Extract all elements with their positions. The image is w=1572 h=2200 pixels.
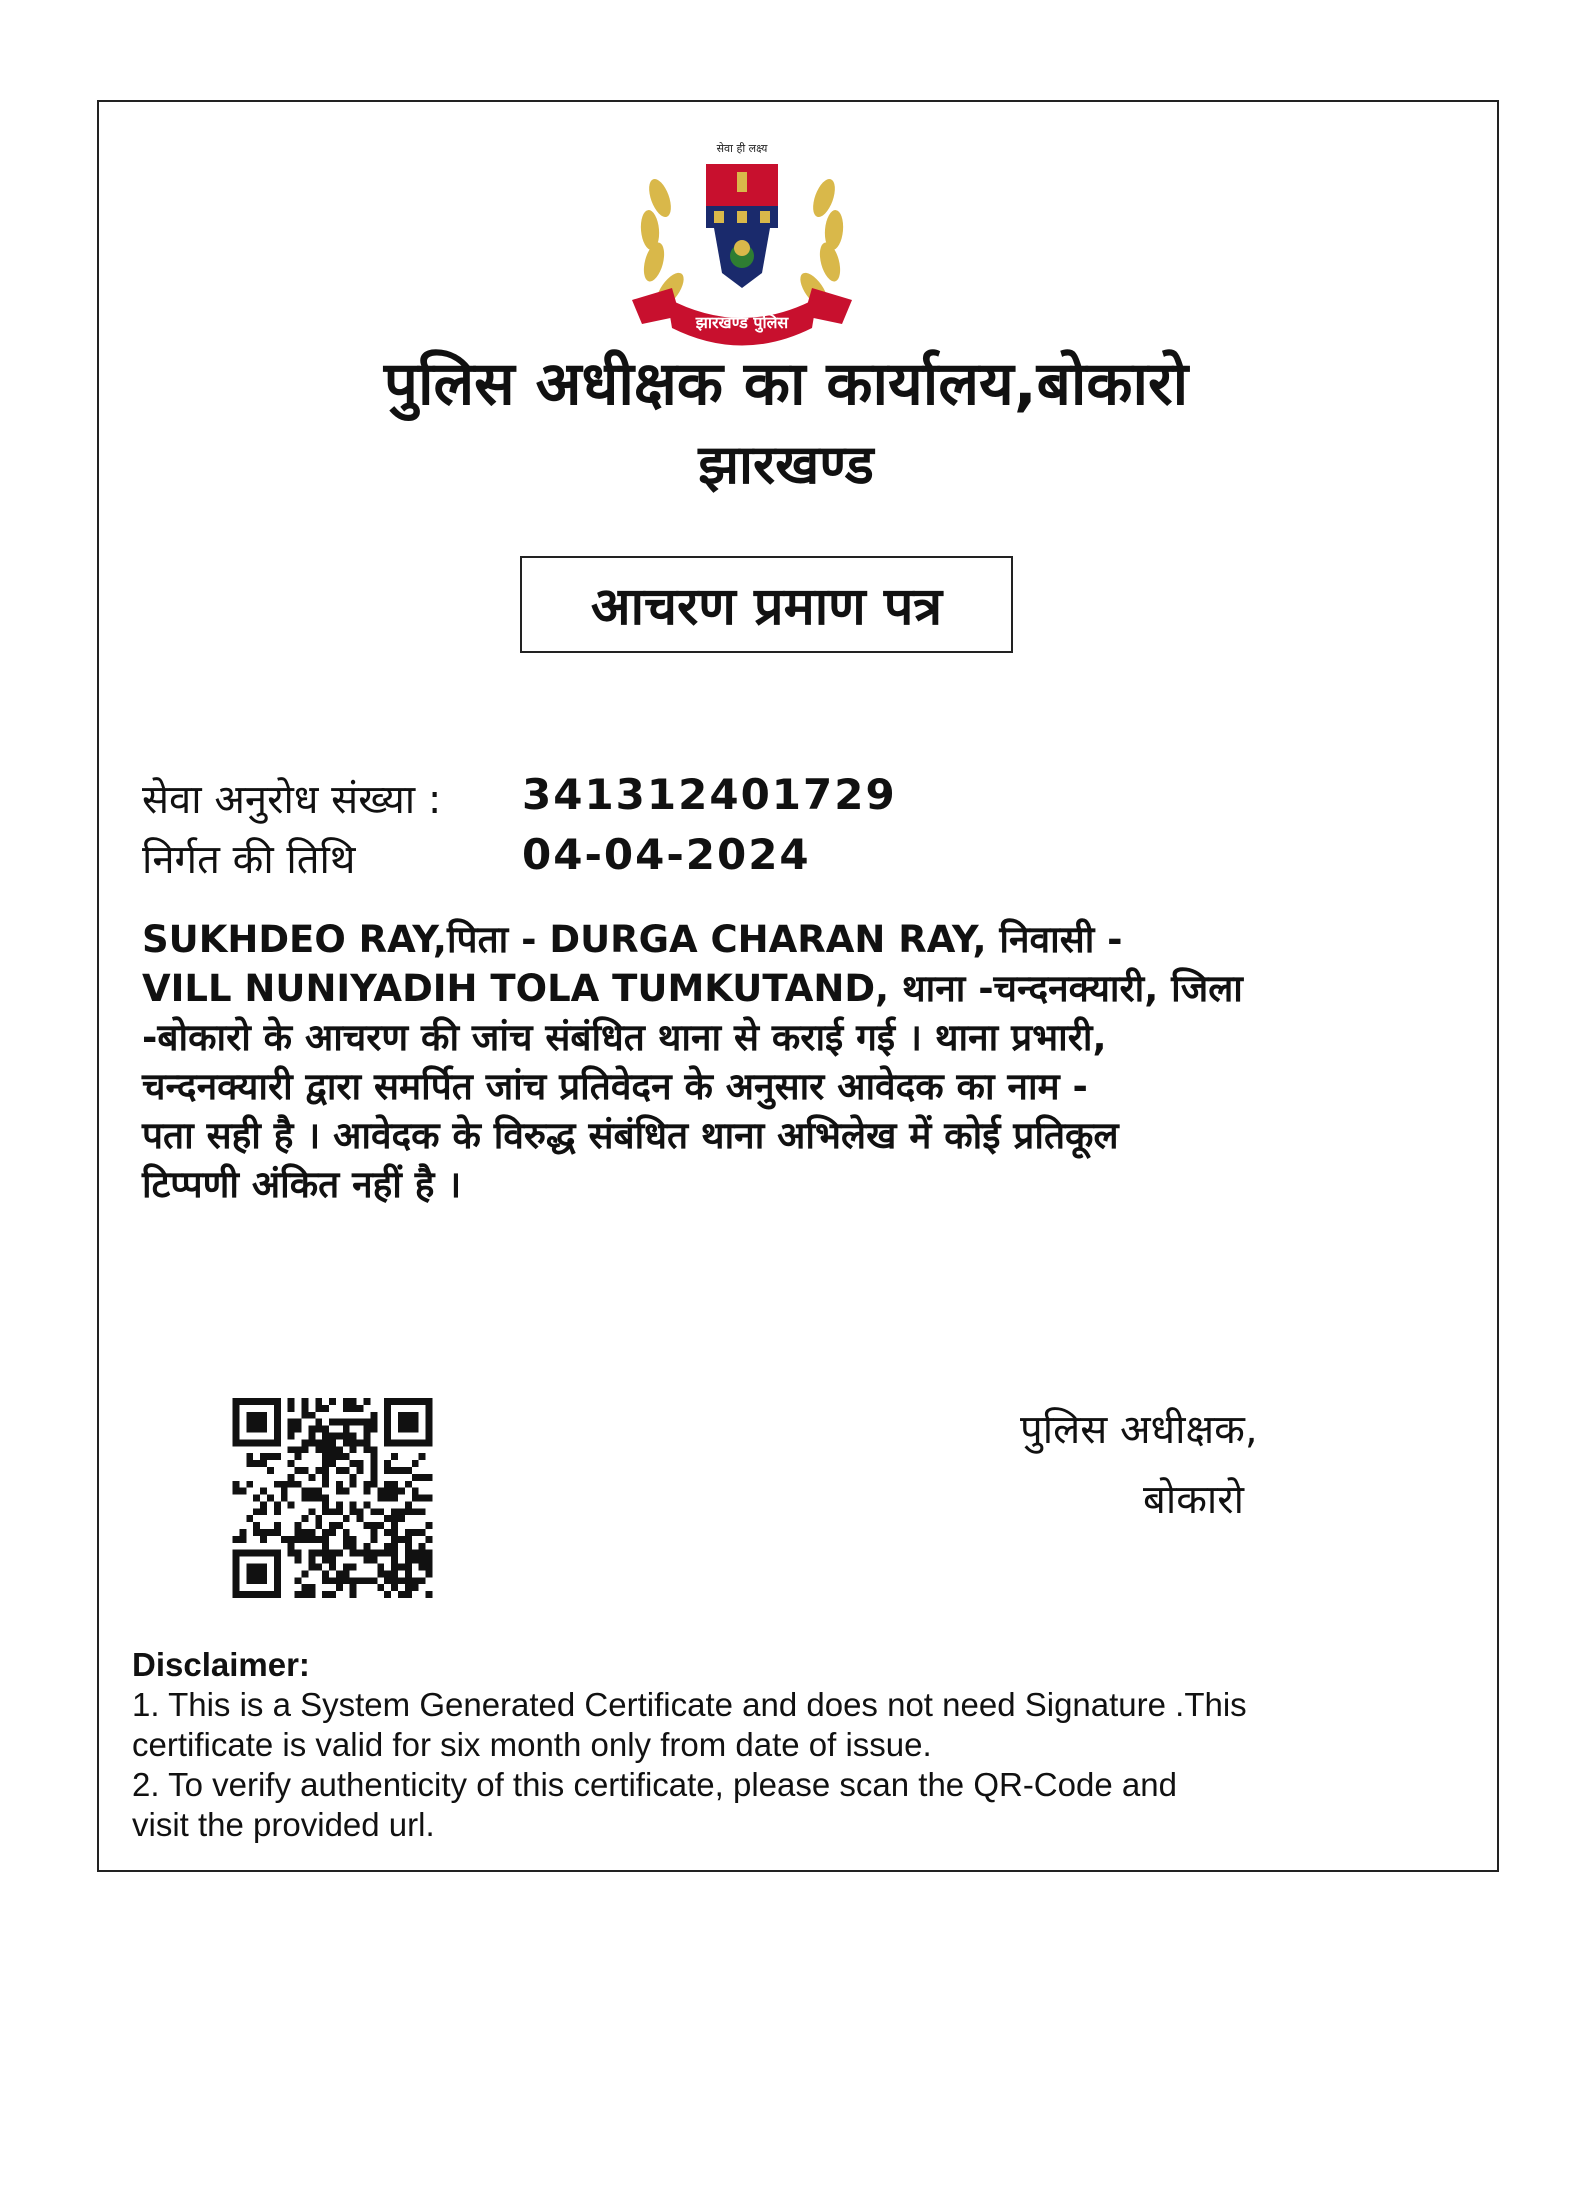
father-name: DURGA CHARAN RAY, [549, 918, 987, 961]
resident-label: निवासी - [986, 918, 1123, 961]
service-request-label: सेवा अनुरोध संख्या : [142, 777, 442, 823]
certificate-body [142, 915, 1472, 1209]
body-line: पता सही है । आवेदक के विरुद्ध संबंधित थाना अभिलेख में कोई प्रतिकूल [142, 1114, 1119, 1157]
certificate-title-box [520, 556, 1013, 653]
state-title: झारखण्ड [698, 433, 874, 496]
certificate-title: आचरण प्रमाण पत्र [590, 577, 943, 637]
office-title: पुलिस अधीक्षक का कार्यालय,बोकारो [383, 349, 1189, 419]
jharkhand-police-emblem [622, 138, 862, 360]
body-line: -बोकारो के आचरण की जांच संबंधित थाना से कराई गई । थाना प्रभारी, [142, 1016, 1107, 1059]
disclaimer-line: 2. To verify authenticity of this certificate, please scan the QR-Code and [132, 1766, 1177, 1803]
body-line [142, 915, 1472, 964]
body-line [142, 964, 1472, 1013]
emblem-banner-text: झारखण्ड पुलिस [695, 313, 789, 332]
body-line: चन्दनक्यारी द्वारा समर्पित जांच प्रतिवेदन के अनुसार आवेदक का नाम - [142, 1065, 1088, 1108]
address: VILL NUNIYADIH TOLA TUMKUTAND, [142, 967, 890, 1010]
disclaimer-block [132, 1645, 1472, 1845]
signatory-designation: पुलिस अधीक्षक, [1020, 1407, 1258, 1453]
service-request-value: 341312401729 [522, 770, 897, 819]
disclaimer-line: certificate is valid for six month only from date of issue. [132, 1726, 932, 1763]
issue-date-row [142, 830, 811, 885]
disclaimer-line: 1. This is a System Generated Certificate and does not need Signature .This [132, 1686, 1247, 1723]
issue-date-label: निर्गत की तिथि [142, 837, 356, 883]
body-line: टिप्पणी अंकित नहीं है । [142, 1163, 462, 1206]
disclaimer-heading: Disclaimer: [132, 1646, 310, 1683]
service-request-row [142, 770, 897, 825]
emblem-motto: सेवा ही लक्ष्य [716, 142, 768, 155]
verification-qr-code [230, 1398, 435, 1598]
signatory-place: बोकारो [1143, 1477, 1244, 1523]
issue-date-value: 04-04-2024 [522, 830, 811, 879]
father-label: पिता - [446, 918, 550, 961]
disclaimer-line: visit the provided url. [132, 1806, 435, 1843]
applicant-name: SUKHDEO RAY, [142, 918, 447, 961]
police-station-district: थाना -चन्दनक्यारी, जिला [889, 967, 1243, 1010]
